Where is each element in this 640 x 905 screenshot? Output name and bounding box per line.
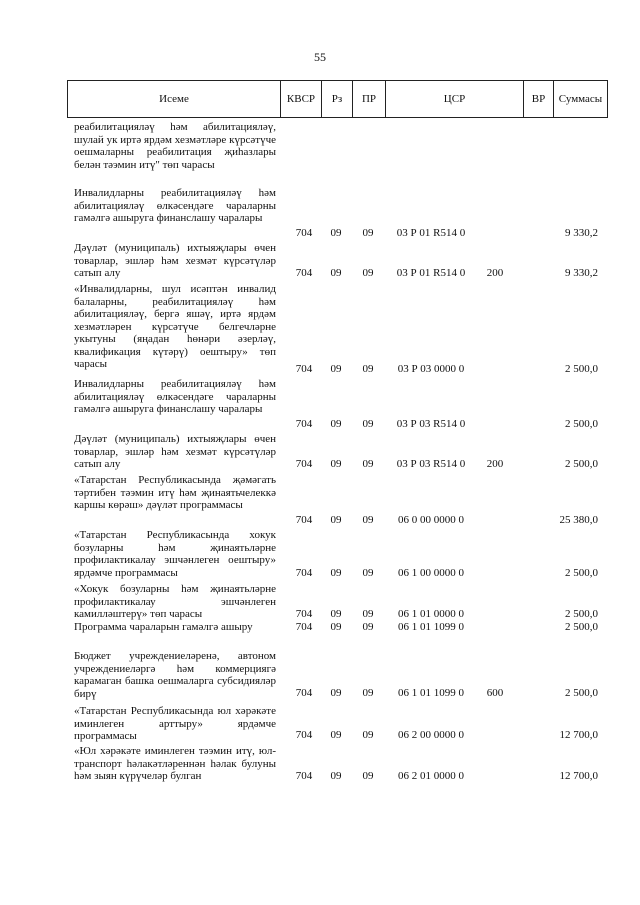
row-csr: 03 Р 03 R514 0 bbox=[396, 418, 466, 430]
row-kvsr: 704 bbox=[295, 608, 313, 620]
row-kvsr: 704 bbox=[295, 363, 313, 375]
row-rz: 09 bbox=[330, 227, 342, 239]
row-sum: 9 330,2 bbox=[565, 227, 598, 239]
row-pr: 09 bbox=[362, 458, 374, 470]
row-name: «Юл хәрәкәте иминлеген тәэмин итү, юл-транспорт һәлакәтләреннән һәлак булуны һәм зыян күрүчеләр булган bbox=[74, 745, 276, 782]
row-rz: 09 bbox=[330, 363, 342, 375]
row-pr: 09 bbox=[362, 514, 374, 526]
row-kvsr: 704 bbox=[295, 621, 313, 633]
row-name: «Татарстан Республикасында җәмәгать тәртибен тәэмин итү һәм җинаятьчелеккә каршы көрәш» дәүләт программасы bbox=[74, 474, 276, 511]
row-rz: 09 bbox=[330, 621, 342, 633]
row-rz: 09 bbox=[330, 418, 342, 430]
header-sum: Суммасы bbox=[558, 93, 603, 105]
row-pr: 09 bbox=[362, 418, 374, 430]
row-csr: 06 2 01 0000 0 bbox=[398, 770, 464, 782]
row-csr: 03 Р 01 R514 0 bbox=[396, 227, 466, 239]
row-vr: 200 bbox=[486, 458, 504, 470]
row-csr: 06 1 00 0000 0 bbox=[398, 567, 464, 579]
row-kvsr: 704 bbox=[295, 227, 313, 239]
row-csr: 03 Р 03 0000 0 bbox=[397, 363, 465, 375]
row-kvsr: 704 bbox=[295, 458, 313, 470]
row-name: Бюджет учреждениеләренә, автоном учреждениеләргә һәм коммерциягә карамаган башка оешмаларга субсидияләр бирү bbox=[74, 650, 276, 700]
row-csr: 06 0 00 0000 0 bbox=[398, 514, 464, 526]
row-pr: 09 bbox=[362, 227, 374, 239]
row-name: Программа чараларын гамәлгә ашыру bbox=[74, 621, 253, 633]
table-header bbox=[67, 80, 608, 118]
row-rz: 09 bbox=[330, 567, 342, 579]
row-pr: 09 bbox=[362, 621, 374, 633]
row-rz: 09 bbox=[330, 458, 342, 470]
header-csr: ЦСР bbox=[386, 81, 524, 117]
row-sum: 2 500,0 bbox=[565, 418, 598, 430]
row-rz: 09 bbox=[330, 514, 342, 526]
row-pr: 09 bbox=[362, 770, 374, 782]
row-sum: 12 700,0 bbox=[559, 770, 598, 782]
row-kvsr: 704 bbox=[295, 687, 313, 699]
row-csr: 06 1 01 0000 0 bbox=[398, 608, 464, 620]
row-sum: 2 500,0 bbox=[565, 608, 598, 620]
row-name: «Хокук бозуларны һәм җинаятьләрне профилактикалау эшчәнлеген камилләштерү» төп чарасы bbox=[74, 583, 276, 620]
row-vr: 600 bbox=[486, 687, 504, 699]
header-vr: ВР bbox=[524, 81, 554, 117]
row-csr: 03 Р 03 R514 0 bbox=[396, 458, 466, 470]
row-sum: 9 330,2 bbox=[565, 267, 598, 279]
row-sum: 2 500,0 bbox=[565, 687, 598, 699]
row-name: «Инвалидларны, шул исәптән инвалид балаларны, реабилитацияләү һәм абилитацияләү, бергә яшәү, иртә ярдәм хезмәтләрен күрсәтүче белгечләрне укытуны (яңадан һөнәри әзерләү, квалификация күтәрү) оештыру» төп чарасы bbox=[74, 283, 276, 370]
row-pr: 09 bbox=[362, 567, 374, 579]
row-sum: 2 500,0 bbox=[565, 363, 598, 375]
row-pr: 09 bbox=[362, 608, 374, 620]
row-rz: 09 bbox=[330, 770, 342, 782]
page-number: 55 bbox=[314, 50, 326, 64]
row-csr: 06 2 00 0000 0 bbox=[398, 729, 464, 741]
row-kvsr: 704 bbox=[295, 418, 313, 430]
row-kvsr: 704 bbox=[295, 729, 313, 741]
header-name: Исеме bbox=[68, 81, 281, 117]
row-name: Инвалидларны реабилитацияләү һәм абилитацияләү өлкәсендәге чараларны гамәлгә ашыруга финанслашу чаралары bbox=[74, 187, 276, 224]
row-name: «Татарстан Республикасында юл хәрәкәте иминлеген арттыру» ярдәмче программасы bbox=[74, 705, 276, 742]
row-pr: 09 bbox=[362, 687, 374, 699]
row-rz: 09 bbox=[330, 267, 342, 279]
row-pr: 09 bbox=[362, 363, 374, 375]
row-name: Дәүләт (муниципаль) ихтыяҗлары өчен товарлар, эшләр һәм хезмәт күрсәтүләр сатып алу bbox=[74, 242, 276, 279]
row-sum: 2 500,0 bbox=[565, 621, 598, 633]
row-name: Инвалидларны реабилитацияләү һәм абилитацияләү өлкәсендәге чараларны гамәлгә ашыруга финанслашу чаралары bbox=[74, 378, 276, 415]
row-sum: 12 700,0 bbox=[559, 729, 598, 741]
header-kvsr: КВСР bbox=[281, 81, 322, 117]
row-sum: 2 500,0 bbox=[565, 458, 598, 470]
row-rz: 09 bbox=[330, 729, 342, 741]
row-csr: 06 1 01 1099 0 bbox=[398, 621, 464, 633]
row-csr: 06 1 01 1099 0 bbox=[398, 687, 464, 699]
header-pr: ПР bbox=[353, 81, 386, 117]
row-vr: 200 bbox=[486, 267, 504, 279]
row-name: Дәүләт (муниципаль) ихтыяҗлары өчен товарлар, эшләр һәм хезмәт күрсәтүләр сатып алу bbox=[74, 433, 276, 470]
row-rz: 09 bbox=[330, 687, 342, 699]
row-rz: 09 bbox=[330, 608, 342, 620]
row-kvsr: 704 bbox=[295, 567, 313, 579]
row-sum: 2 500,0 bbox=[565, 567, 598, 579]
row-name: реабилитацияләү һәм абилитацияләү, шулай ук иртә ярдәм хезмәтләре күрсәтүче оешмаларны реабилитация җиһазлары белән тәэмин итү" төп чарасы bbox=[74, 121, 276, 171]
row-pr: 09 bbox=[362, 267, 374, 279]
row-kvsr: 704 bbox=[295, 770, 313, 782]
row-kvsr: 704 bbox=[295, 514, 313, 526]
row-sum: 25 380,0 bbox=[559, 514, 598, 526]
row-csr: 03 Р 01 R514 0 bbox=[396, 267, 466, 279]
row-name: «Татарстан Республикасында хокук бозуларны һәм җинаятьләрне профилактикалау эшчәнлеген оештыру» ярдәмче программасы bbox=[74, 529, 276, 579]
header-rz: Рз bbox=[322, 81, 353, 117]
row-pr: 09 bbox=[362, 729, 374, 741]
row-kvsr: 704 bbox=[295, 267, 313, 279]
